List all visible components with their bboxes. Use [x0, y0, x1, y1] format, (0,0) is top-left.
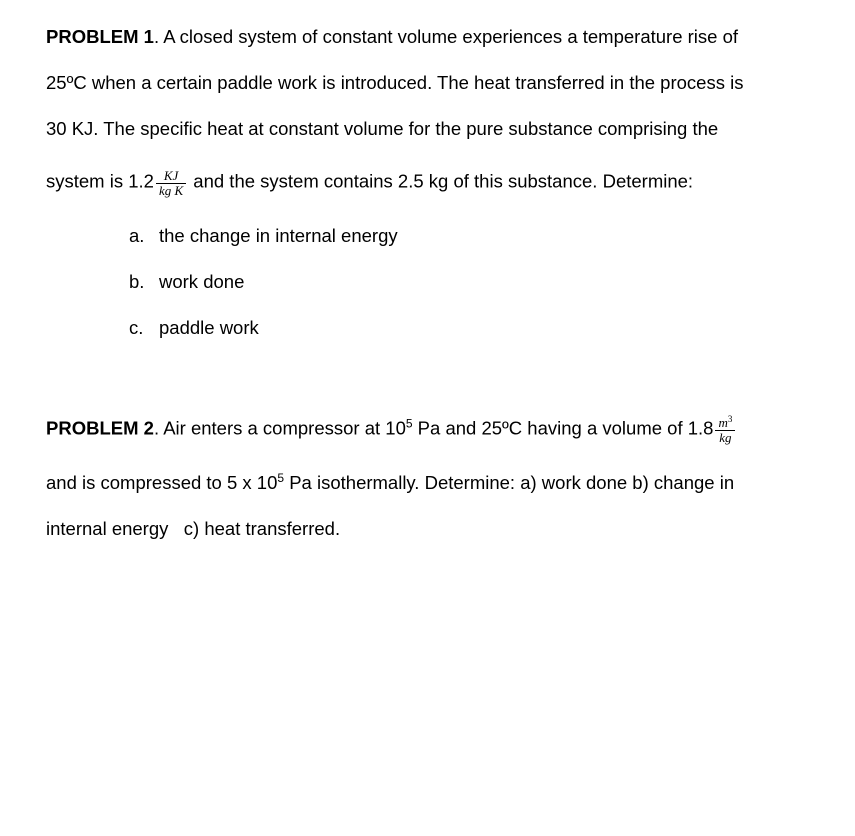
problem2-line1 — [46, 415, 737, 444]
exponent: 5 — [405, 416, 413, 431]
problem2-text-line1a: . Air enters a compressor at 10 — [153, 417, 406, 439]
list-item-text: paddle work — [159, 317, 259, 338]
unit-numerator — [715, 416, 735, 431]
list-marker: b. — [129, 271, 145, 292]
specific-heat-unit-fraction — [156, 169, 186, 198]
exponent: 5 — [277, 471, 285, 485]
problem1-text-line1: . A closed system of constant volume experiences a temperature rise of — [153, 26, 739, 47]
problem2-label: PROBLEM 2 — [46, 417, 154, 439]
problem1-line4 — [46, 168, 693, 197]
unit-numerator-base: m — [718, 415, 728, 430]
problem2-text-line1b: Pa and 25ºC having a volume of 1.8 — [412, 417, 714, 439]
problem1-line3: 30 KJ. The specific heat at constant volume for the pure substance comprising the — [46, 118, 719, 139]
unit-exponent: 3 — [727, 414, 733, 424]
problem1-line4-pre: system is 1.2 — [46, 170, 154, 192]
problem2-text-line2a: and is compressed to 5 x 10 — [46, 472, 278, 493]
list-item — [129, 270, 244, 294]
unit-numerator: KJ — [156, 169, 186, 184]
specific-volume-unit-fraction — [715, 416, 735, 445]
problem1-label: PROBLEM 1 — [46, 26, 154, 47]
problem1-line2: 25ºC when a certain paddle work is introduced. The heat transferred in the process is — [46, 72, 744, 93]
list-marker: c. — [129, 317, 144, 338]
list-item-text: work done — [159, 271, 245, 292]
problem2-text-line2b: Pa isothermally. Determine: a) work done b) change in — [284, 472, 735, 493]
list-item-text: the change in internal energy — [159, 225, 398, 246]
unit-denominator: kg — [719, 430, 732, 445]
unit-denominator: kg K — [158, 183, 184, 198]
list-item — [129, 224, 398, 248]
problem2-line3: internal energy c) heat transferred. — [46, 518, 341, 539]
list-marker: a. — [129, 225, 145, 246]
problem1-line4-post: and the system contains 2.5 kg of this substance. Determine: — [188, 170, 694, 192]
problem1-line1 — [46, 25, 738, 49]
list-item — [129, 316, 259, 340]
problem2-line2 — [46, 471, 734, 495]
